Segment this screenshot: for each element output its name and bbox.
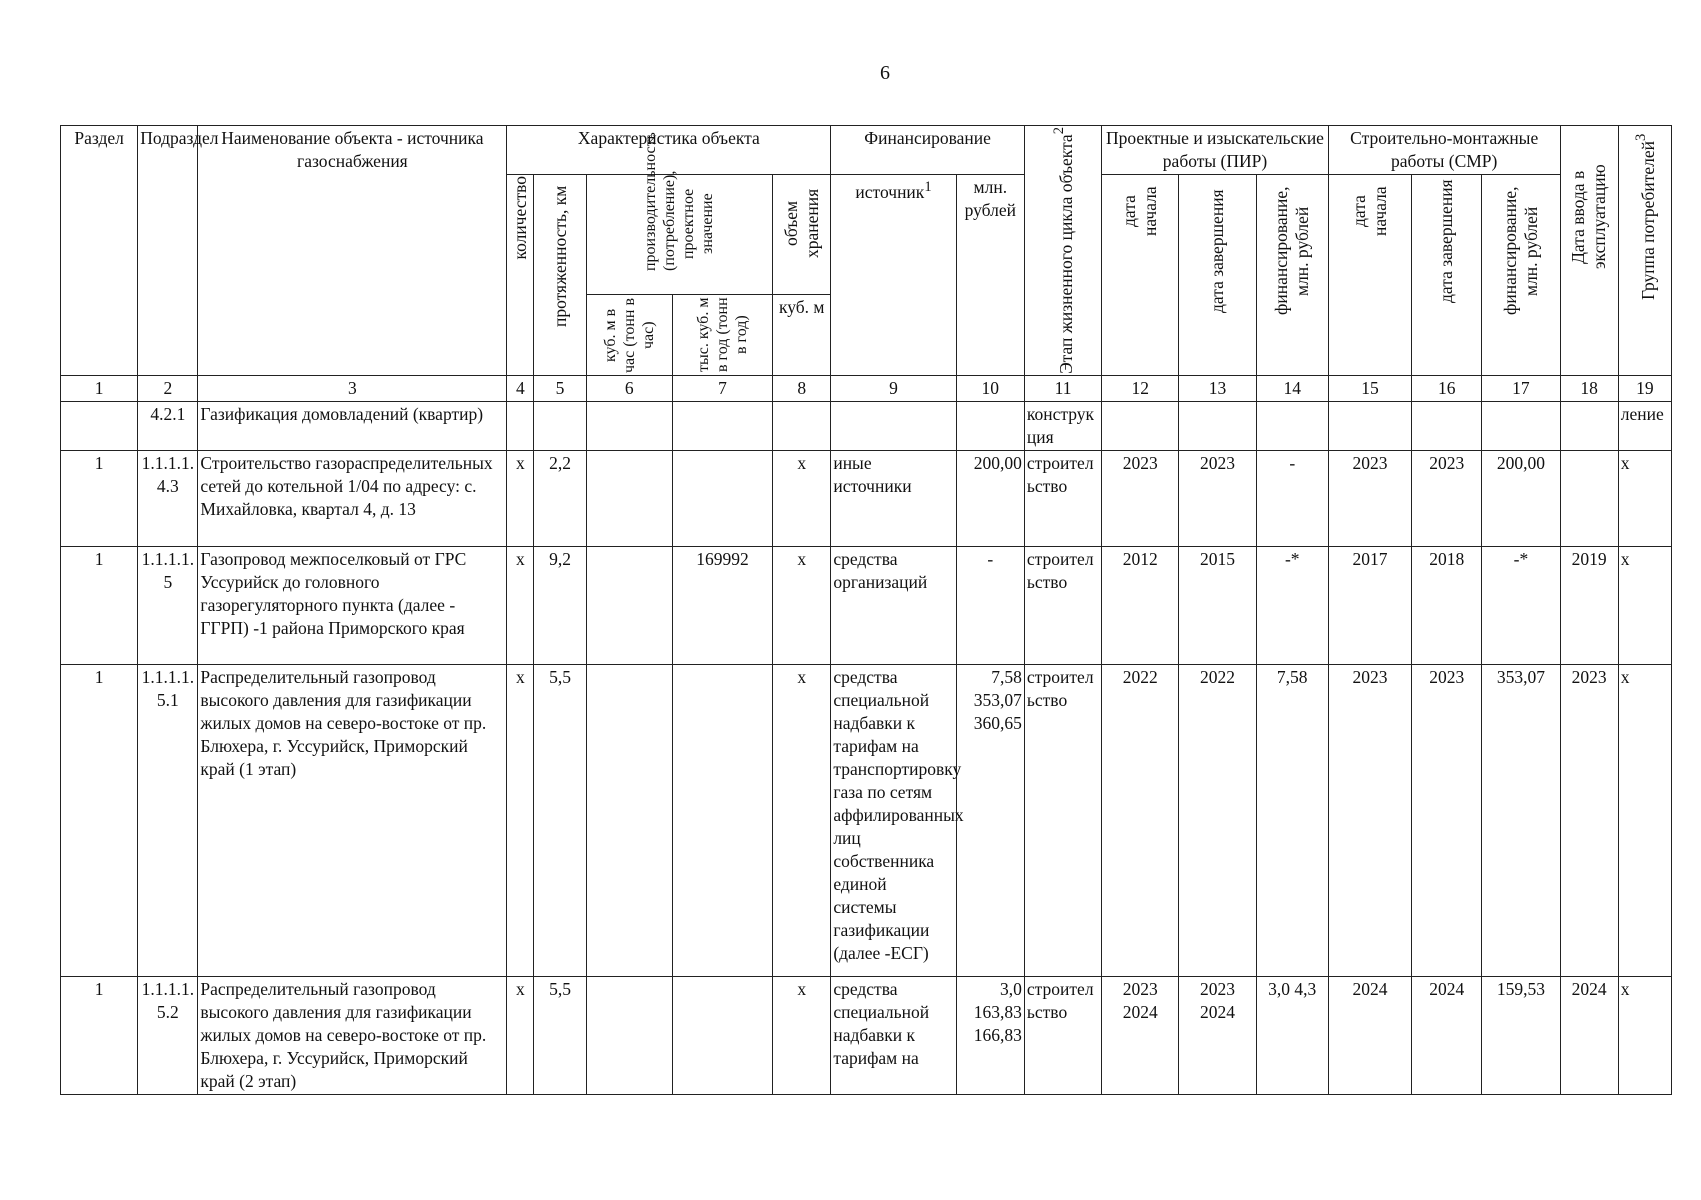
column-numbers-row <box>61 375 1672 401</box>
cell-pir-end: 2015 <box>1179 546 1256 664</box>
cell-pir-financing <box>1256 401 1328 450</box>
cell-stage: строительство <box>1024 976 1101 1094</box>
header-object-name: Наименование объекта - источника газоснабжения <box>198 126 507 376</box>
cell-source: средства специальной надбавки к тарифам на <box>831 976 956 1094</box>
column-number: 11 <box>1024 375 1101 401</box>
header-thousand-cubic-year: тыс. куб. м в год (тонн в год) <box>672 294 772 375</box>
cell-razdel: 1 <box>61 664 138 976</box>
cell-stage: строительство <box>1024 450 1101 546</box>
cell-commissioning <box>1560 450 1618 546</box>
cell-object-name: Распределительный газопровод высокого давления для газификации жилых домов на северо-востоке от пр. Блюхера, г. Уссурийск, Приморский край (1 этап) <box>198 664 507 976</box>
cell-length <box>534 401 586 450</box>
column-number: 6 <box>586 375 672 401</box>
cell-pir-end <box>1179 401 1256 450</box>
cell-mln <box>956 401 1024 450</box>
cell-smr-end: 2023 <box>1412 450 1482 546</box>
footnote-2: 2 <box>1051 127 1068 135</box>
cell-storage: х <box>773 976 831 1094</box>
cell-pir-start <box>1102 401 1179 450</box>
cell-smr-financing: 353,07 <box>1482 664 1560 976</box>
cell-quantity: х <box>507 976 534 1094</box>
cell-smr-start: 2017 <box>1328 546 1411 664</box>
column-number: 18 <box>1560 375 1618 401</box>
gas-supply-objects-table <box>60 125 1672 1095</box>
table-row <box>61 450 1672 546</box>
cell-source: средства организаций <box>831 546 956 664</box>
cell-consumer-group: х <box>1618 450 1671 546</box>
cell-stage: строительство <box>1024 664 1101 976</box>
cell-smr-start: 2023 <box>1328 664 1411 976</box>
header-podrazdel: Подраздел <box>138 126 198 376</box>
cell-storage: х <box>773 664 831 976</box>
header-pir-end: дата завершения <box>1179 175 1256 376</box>
cell-pir-financing: - <box>1256 450 1328 546</box>
cell-quantity: х <box>507 450 534 546</box>
header-consumer-group: Группа потребителей$^3$ <box>1618 126 1671 376</box>
cell-razdel: 1 <box>61 450 138 546</box>
cell-pir-start: 2023 <box>1102 450 1179 546</box>
column-number: 13 <box>1179 375 1256 401</box>
cell-smr-end <box>1412 401 1482 450</box>
cell-pir-start: 2023 2024 <box>1102 976 1179 1094</box>
cell-pir-financing: 7,58 <box>1256 664 1328 976</box>
table-row <box>61 976 1672 1094</box>
table-row <box>61 401 1672 450</box>
cell-quantity <box>507 401 534 450</box>
cell-pir-end: 2023 <box>1179 450 1256 546</box>
cell-object-name: Строительство газораспределительных сетей до котельной 1/04 по адресу: с. Михайловка, квартал 4, д. 13 <box>198 450 507 546</box>
header-pir-start: дата начала <box>1102 175 1179 376</box>
header-cubic-m: куб. м <box>773 294 831 375</box>
cell-commissioning: 2024 <box>1560 976 1618 1094</box>
cell-consumer-group: х <box>1618 664 1671 976</box>
column-number: 19 <box>1618 375 1671 401</box>
cell-podrazdel: 1.1.1.1.4.3 <box>138 450 198 546</box>
cell-smr-start: 2024 <box>1328 976 1411 1094</box>
header-commissioning: Дата ввода в эксплуатацию <box>1560 126 1618 376</box>
column-number: 9 <box>831 375 956 401</box>
header-smr-start: дата начала <box>1328 175 1411 376</box>
cell-per-hour <box>586 546 672 664</box>
cell-length: 9,2 <box>534 546 586 664</box>
header-pir-financing: финансирование, млн. рублей <box>1256 175 1328 376</box>
column-number: 10 <box>956 375 1024 401</box>
cell-source <box>831 401 956 450</box>
cell-smr-start <box>1328 401 1411 450</box>
header-razdel: Раздел <box>61 126 138 376</box>
header-smr: Строительно-монтажные работы (СМР) <box>1328 126 1560 175</box>
cell-podrazdel: 1.1.1.1.5.2 <box>138 976 198 1094</box>
cell-pir-end: 2022 <box>1179 664 1256 976</box>
cell-smr-end: 2024 <box>1412 976 1482 1094</box>
cell-quantity: х <box>507 546 534 664</box>
header-smr-end: дата завершения <box>1412 175 1482 376</box>
column-number: 3 <box>198 375 507 401</box>
cell-per-hour <box>586 450 672 546</box>
cell-pir-financing: -* <box>1256 546 1328 664</box>
cell-smr-financing: -* <box>1482 546 1560 664</box>
column-number: 15 <box>1328 375 1411 401</box>
cell-smr-financing: 200,00 <box>1482 450 1560 546</box>
cell-per-year <box>672 401 772 450</box>
cell-stage: конструкция <box>1024 401 1101 450</box>
cell-per-year <box>672 976 772 1094</box>
cell-commissioning <box>1560 401 1618 450</box>
cell-smr-financing <box>1482 401 1560 450</box>
cell-smr-end: 2018 <box>1412 546 1482 664</box>
cell-per-year <box>672 450 772 546</box>
column-number: 1 <box>61 375 138 401</box>
cell-length: 5,5 <box>534 976 586 1094</box>
header-smr-financing: финансирование, млн. рублей <box>1482 175 1560 376</box>
cell-smr-start: 2023 <box>1328 450 1411 546</box>
cell-storage: х <box>773 450 831 546</box>
header-quantity: количество <box>507 175 534 376</box>
cell-mln: - <box>956 546 1024 664</box>
column-number: 5 <box>534 375 586 401</box>
cell-consumer-group: ление <box>1618 401 1671 450</box>
cell-podrazdel: 1.1.1.1.5 <box>138 546 198 664</box>
cell-podrazdel: 4.2.1 <box>138 401 198 450</box>
cell-podrazdel: 1.1.1.1.5.1 <box>138 664 198 976</box>
page-number: 6 <box>880 62 890 84</box>
cell-quantity: х <box>507 664 534 976</box>
cell-commissioning: 2023 <box>1560 664 1618 976</box>
header-cubic-per-hour: куб. м в час (тонн в час) <box>586 294 672 375</box>
cell-razdel: 1 <box>61 546 138 664</box>
cell-consumer-group: х <box>1618 976 1671 1094</box>
column-number: 2 <box>138 375 198 401</box>
cell-length: 2,2 <box>534 450 586 546</box>
cell-mln: 3,0 163,83 166,83 <box>956 976 1024 1094</box>
column-number: 8 <box>773 375 831 401</box>
cell-mln: 7,58 353,07 360,65 <box>956 664 1024 976</box>
cell-pir-start: 2012 <box>1102 546 1179 664</box>
cell-mln: 200,00 <box>956 450 1024 546</box>
footnote-3: 3 <box>1632 133 1649 142</box>
header-storage: объем хранения <box>773 175 831 295</box>
cell-per-year: 169992 <box>672 546 772 664</box>
cell-per-hour <box>586 401 672 450</box>
header-pir: Проектные и изыскательские работы (ПИР) <box>1102 126 1329 175</box>
cell-per-hour <box>586 664 672 976</box>
header-source: источник$^1$ <box>831 175 956 376</box>
column-number: 12 <box>1102 375 1179 401</box>
cell-per-hour <box>586 976 672 1094</box>
cell-source: иные источники <box>831 450 956 546</box>
header-mln-rub: млн. рублей <box>956 175 1024 376</box>
cell-pir-start: 2022 <box>1102 664 1179 976</box>
cell-object-name: Газификация домовладений (квартир) <box>198 401 507 450</box>
cell-consumer-group: х <box>1618 546 1671 664</box>
column-number: 17 <box>1482 375 1560 401</box>
cell-razdel: 1 <box>61 976 138 1094</box>
column-number: 14 <box>1256 375 1328 401</box>
cell-smr-end: 2023 <box>1412 664 1482 976</box>
header-financing: Финансирование <box>831 126 1025 175</box>
cell-commissioning: 2019 <box>1560 546 1618 664</box>
table-row <box>61 546 1672 664</box>
footnote-1: 1 <box>924 179 932 195</box>
column-number: 4 <box>507 375 534 401</box>
column-number: 7 <box>672 375 772 401</box>
header-lifecycle-stage: Этап жизненного цикла объекта$^2$ <box>1024 126 1101 376</box>
header-productivity: производительность (потребление), проектное значение <box>586 175 773 295</box>
header-characteristics: Характеристика объекта <box>507 126 831 175</box>
cell-per-year <box>672 664 772 976</box>
cell-object-name: Распределительный газопровод высокого давления для газификации жилых домов на северо-востоке от пр. Блюхера, г. Уссурийск, Приморский край (2 этап) <box>198 976 507 1094</box>
cell-pir-end: 2023 2024 <box>1179 976 1256 1094</box>
cell-pir-financing: 3,0 4,3 <box>1256 976 1328 1094</box>
table-row <box>61 664 1672 976</box>
cell-stage: строительство <box>1024 546 1101 664</box>
cell-smr-financing: 159,53 <box>1482 976 1560 1094</box>
cell-storage <box>773 401 831 450</box>
cell-object-name: Газопровод межпоселковый от ГРС Уссурийск до головного газорегуляторного пункта (далее - ГГРП) -1 района Приморского края <box>198 546 507 664</box>
column-number: 16 <box>1412 375 1482 401</box>
header-length: протяженность, км <box>534 175 586 376</box>
cell-source: средства специальной надбавки к тарифам на транспортировку газа по сетям аффилированных лиц собственника единой системы газификации (далее -ЕСГ) <box>831 664 956 976</box>
cell-razdel <box>61 401 138 450</box>
cell-length: 5,5 <box>534 664 586 976</box>
cell-storage: х <box>773 546 831 664</box>
